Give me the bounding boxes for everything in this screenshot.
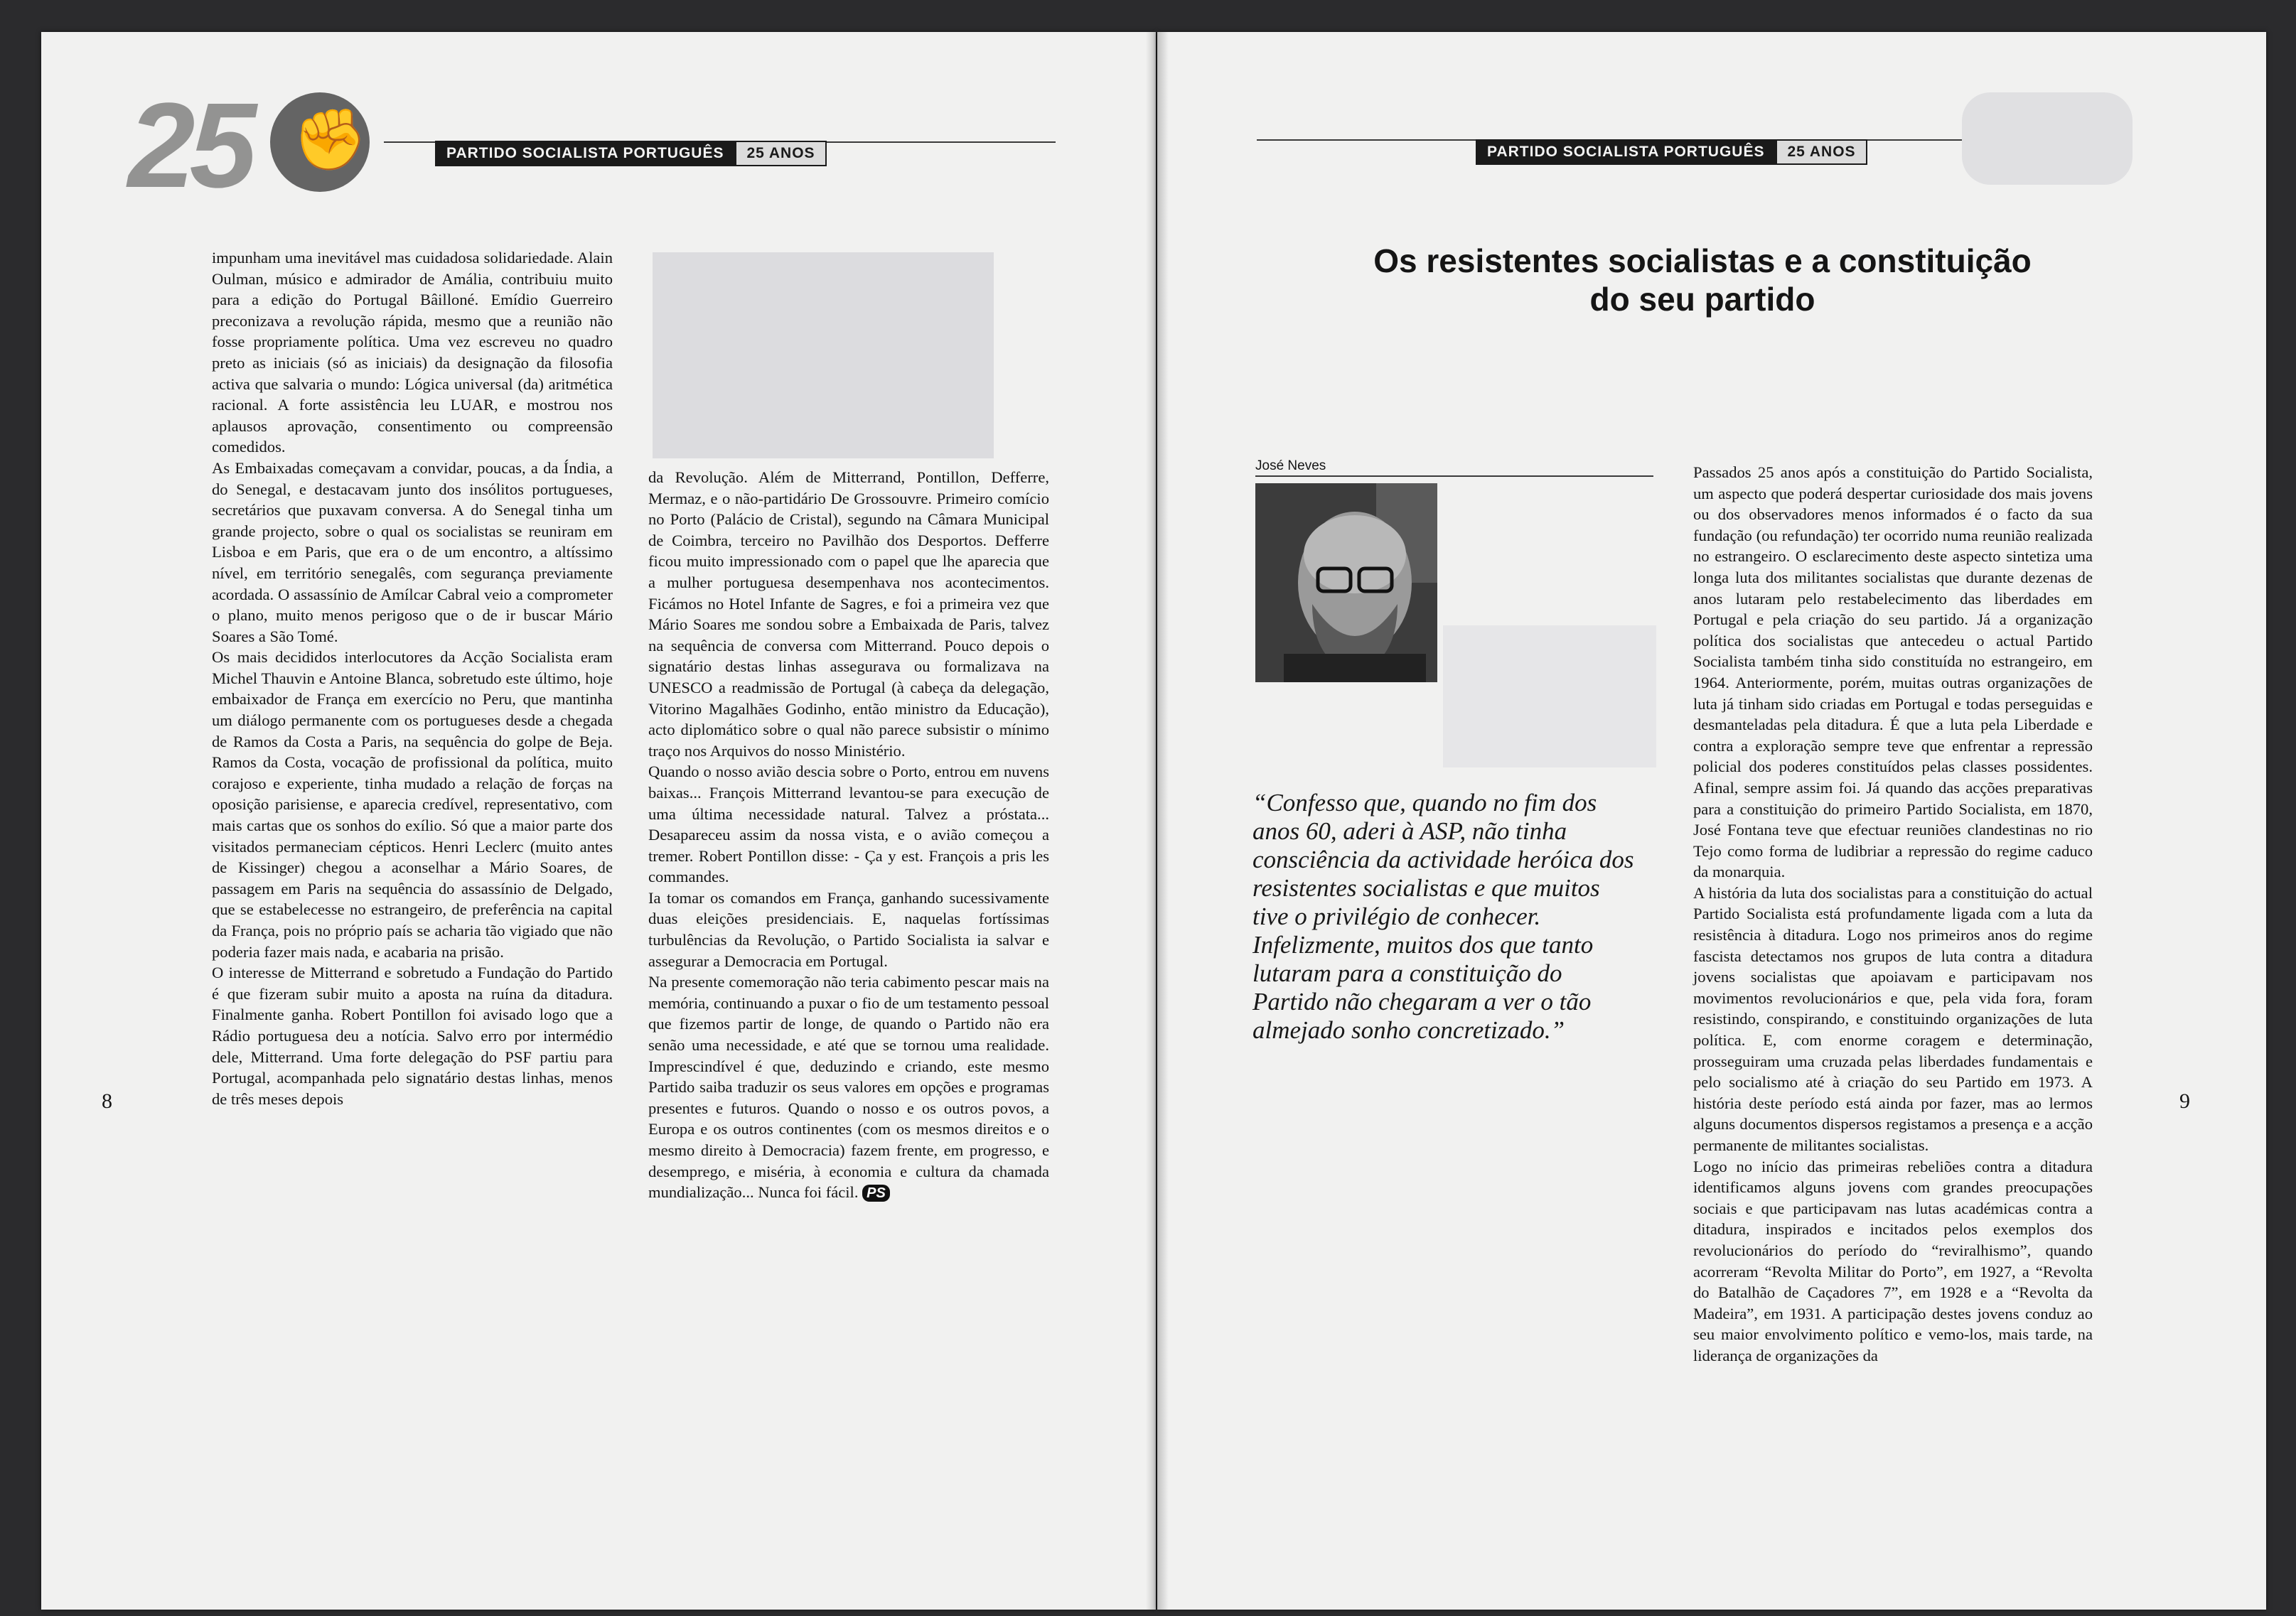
header-tag-right [1476,139,1867,165]
bleedthrough-image [653,252,994,458]
logo-number: 25 [128,78,252,213]
header-anniversary-label: 25 ANOS [1776,139,1867,165]
header-logo-left [107,78,405,213]
fist-icon: ✊ [293,107,368,173]
paragraph: da Revolução. Além de Mitterrand, Pontillon, Defferre, Mermaz, e o não-partidário De Grossouvre. Primeiro comício no Porto (Palácio de Cristal), segundo na Câmara Municipal de Coimbra, terceiro no Pavilhão dos Desportos. Defferre ficou muito impressionado com o papel que lhe aparecia que a mulher portuguesa desempenhava nos acontecimentos. Ficámos no Hotel Infante de Sagres, e foi a primeira vez que Mário Soares me sondou sobre a Embaixada de Paris, talvez na sequência de conversa com Mitterrand. Pouco depois o signatário destas linhas assegurava ou formalizava na UNESCO a readmissão de Portugal (à cabeça da delegação, Vitorino Magalhães Godinho, então ministro da Educação), acto diplomático sobre o qual não parece subsistir o mínimo traço nos Arquivos do nosso Ministério. [648,468,1049,760]
header-anniversary-label: 25 ANOS [735,141,826,166]
paragraph-text: Na presente comemoração não teria cabimento pescar mais na memória, continuando a puxar o fio de um testamento pessoal que fizemos partir de longe, de quando o Partido não era senão uma necessidade, e até que se tornou uma realidade. Imprescindível é que, deduzindo e criando, este mesmo Partido saiba traduzir os seus valores em opções e programas presentes e futuros. Quando o nosso e os outros povos, a Europa e os outros continentes (com os mesmos direitos e o mesmo direito à Democracia) fazem frente, em progresso, e desemprego, e miséria, à economia e cultura da chamada mundialização... Nunca foi fácil. [648,973,1049,1202]
header-party-label: PARTIDO SOCIALISTA PORTUGUÊS [435,141,735,166]
article-title-line-1: Os resistentes socialistas e a constituição [1373,242,2032,279]
right-body-column [1693,462,2093,1367]
paragraph: impunham uma inevitável mas cuidadosa solidariedade. Alain Oulman, músico e admirador de Amália, contribuiu muito para a edição do Portugal Bâilloné. Emídio Guerreiro preconizava a revolução rápida, mesmo que a reunião não fosse propriamente política. Uma vez escreveu no quadro preto as iniciais (só as iniciais) da designação da filosofia activa que salvaria o mundo: Lógica universal (da) aritmética racional. A forte assistência leu LUAR, e mostrou nos aplausos aprovação, consentimento ou compreensão comedidos. [212,249,613,456]
paragraph: A história da luta dos socialistas para a constituição do actual Partido Socialista está profundamente ligada com a luta da resistência à ditadura. Logo nos primeiros anos do regime fascista detectamos nos grupos de luta contra a ditadura jovens socialistas que apoiavam e participavam nos movimentos revolucionários e que, pela vida fora, foram resistindo, conspirando, e constituindo organizações de luta política. E, com enorme coragem e determinação, prosseguiram uma cruzada pelas liberdades fundamentais e pelo socialismo até à criação do seu Partido em 1973. A história deste período está ainda por fazer, mas ao lermos alguns documentos dispersos registamos a presença e a acção permanente de militantes socialistas. [1693,883,2093,1154]
paragraph: Ia tomar os comandos em França, ganhando sucessivamente duas eleições presidenciais. E, naquelas fortíssimas turbulências da Revolução, o Partido Socialista ia salvar e assegurar a Democracia em Portugal. [648,888,1049,970]
pull-quote: “Confesso que, quando no fim dos anos 60, aderi à ASP, não tinha consciência da actividade heróica dos resistentes socialistas e que muitos tive o privilégio de conhecer. Infelizmente, muitos dos que tanto lutaram para a constituição do Partido não chegaram a ver o tão almejado sonho concretizado.” [1252,789,1634,1044]
header-tag-left [435,141,827,166]
article-title [1272,242,2133,318]
paragraph: Logo no início das primeiras rebeliões contra a ditadura identificamos alguns jovens com grandes preocupações sociais e que participavam nas lutas académicas contra a ditadura, inspirados e incitados pelos exemplos dos revolucionários do período do “reviralhismo”, quando acorreram “Revolta Militar do Porto”, em 1927, a “Revolta do Batalhão de Caçadores 7”, em 1928 e a “Revolta da Madeira”, em 1931. A participação destes jovens conduz ao seu maior envolvimento político e vemo-los, mais tarde, na liderança de organizações da [1693,1157,2093,1364]
page-number-left: 8 [102,1089,112,1113]
left-column-1 [212,247,613,1109]
article-title-line-2: do seu partido [1589,281,1815,318]
bleedthrough-text-area [1443,625,1656,767]
paragraph: As Embaixadas começavam a convidar, poucas, a da Índia, a do Senegal, e destacavam junto dos insólitos portugueses, secretários que puxavam conversa. A do Senegal tinha um grande projecto, sobre o qual os socialistas se reuniram em Lisboa e em Paris, que era o de um encontro, a altíssimo nível, em território senegalês, com segurança previamente acordada. O assassínio de Amílcar Cabral veio a comprometer o plano, muito menos perigoso que o de ir buscar Mário Soares a São Tomé. [212,458,613,645]
bleedthrough-logo [1962,92,2133,185]
book-gutter [1146,32,1169,1610]
author-photo [1255,483,1437,682]
page-number-right: 9 [2179,1089,2190,1113]
paragraph [648,971,1049,1203]
paragraph: Os mais decididos interlocutores da Acção Socialista eram Michel Thauvin e Antoine Blanca, sobretudo este último, hoje embaixador de França em exercício no Peru, que mantinha um diálogo permanente com os portugueses desde a chegada de Ramos da Costa a Paris, na sequência do golpe de Beja. Ramos da Costa, vocação de profissional da política, muito corajoso e experiente, tinha mudado a relação de forças na oposição parisiense, e aparecia credível, representativo, com mais cartas que os sonhos do exílio. Só que a maior parte dos visitados permaneciam cépticos. Henri Leclerc (muito antes de Kissinger) chegou a aconselhar a Mário Soares, de passagem em Paris na sequência do assassínio de Delgado, que se estabelecesse no estrangeiro, de preferência na capital da França, pois no próprio país se acharia tão vigiado que não poderia fazer mais nada, e acabaria na prisão. [212,648,613,961]
portrait-figure [1255,483,1437,682]
paragraph: O interesse de Mitterrand e sobretudo a Fundação do Partido é que fizeram subir muito a aposta na ruína da ditadura. Finalmente ganha. Robert Pontillon foi avisado logo que a Rádio portuguesa deu a notícia. Salvo erro por intermédio dele, Mitterrand. Uma forte delegação do PSF partiu para Portugal, acompanhada pelo signatário destas linhas, menos de três meses depois [212,964,613,1108]
ps-end-mark: PS [862,1185,890,1202]
author-name: José Neves [1255,458,1653,477]
header-party-label: PARTIDO SOCIALISTA PORTUGUÊS [1476,139,1776,165]
left-column-2 [648,467,1049,1203]
paragraph: Quando o nosso avião descia sobre o Porto, entrou em nuvens baixas... François Mitterrand levantou-se para execução de uma última necessidade natural. Talvez a próstata... Desapareceu assim da nossa vista, e o avião começou a tremer. Robert Pontillon disse: - Ça y est. François a pris les commandes. [648,763,1049,886]
paragraph: Passados 25 anos após a constituição do Partido Socialista, um aspecto que poderá despertar curiosidade dos mais jovens ou dos observadores menos informados é o facto da sua fundação (ou refundação) ter ocorrido numa reunião realizada no estrangeiro. O esclarecimento deste aspecto sintetiza uma longa luta dos militantes socialistas que durante dezenas de anos lutaram pelo restabelecimento das liberdades em Portugal e pela criação do seu partido. Já a organização política dos socialistas que antecedeu o actual Partido Socialista também tinha sido constituída no estrangeiro, em 1964. Anteriormente, porém, muitas outras organizações de luta já tinham sido criadas em Portugal e todas perseguidas e desmanteladas pela ditadura. É que a luta pela Liberdade e contra a exploração sempre teve que enfrentar a repressão policial dos poderes constituídos pelas classes possidentes. Afinal, sempre assim foi. Já quando das acções preparativas para a constituição do primeiro Partido Socialista, em 1870, José Fontana teve que efectuar reuniões clandestinas no rio Tejo como forma de ludibriar a repressão do regime caduco da monarquia. [1693,463,2093,881]
